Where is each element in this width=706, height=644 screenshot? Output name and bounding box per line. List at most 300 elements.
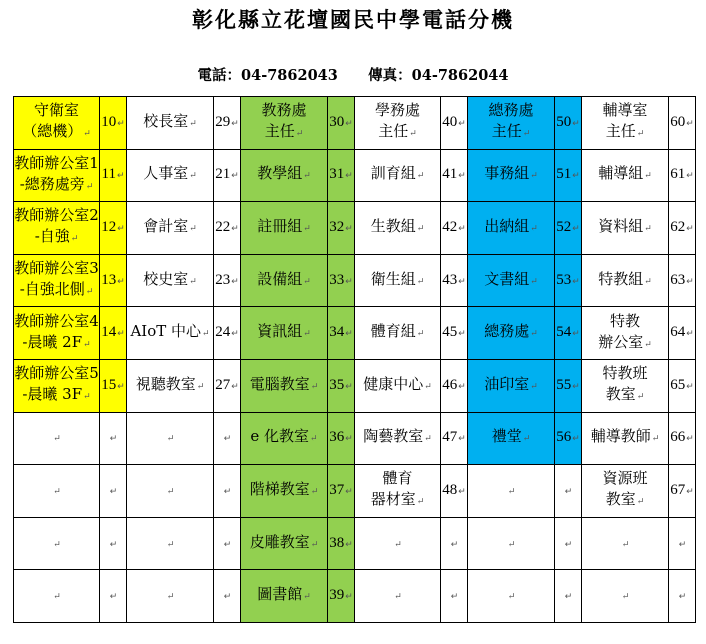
office-name: 校長室: [143, 111, 189, 130]
paragraph-mark-icon: ↵: [345, 275, 353, 286]
paragraph-mark-icon: ↵: [394, 539, 402, 550]
extension-number: 11↵: [100, 149, 127, 202]
paragraph-mark-icon: ↵: [85, 181, 94, 192]
paragraph-mark-icon: ↵: [564, 591, 573, 602]
paragraph-mark-icon: ↵: [345, 328, 353, 339]
extension-number: [555, 465, 582, 518]
office-name-cell: [127, 412, 214, 465]
paragraph-mark-icon: ↵: [678, 591, 687, 602]
office-name: 器材室: [370, 490, 416, 509]
paragraph-mark-icon: ↵: [223, 538, 232, 549]
paragraph-mark-icon: ↵: [416, 329, 425, 340]
paragraph-mark-icon: ↵: [572, 222, 580, 233]
paragraph-mark-icon: ↵: [117, 380, 125, 391]
office-name-cell: [468, 97, 555, 150]
office-name-cell: [14, 149, 100, 202]
paragraph-mark-icon: ↵: [303, 592, 311, 603]
office-name: 教師辦公室4: [14, 311, 99, 330]
paragraph-mark-icon: ↵: [53, 592, 61, 603]
extension-number: 47↵: [441, 412, 468, 465]
office-name-cell: [468, 570, 555, 623]
office-name: 輔導室: [602, 101, 648, 120]
office-name-cell: [355, 202, 441, 255]
phone-number: 電話：04-7862043: [197, 67, 338, 84]
office-name-cell: [127, 570, 214, 623]
office-name-cell: [14, 97, 100, 150]
paragraph-mark-icon: ↵: [572, 380, 580, 391]
extension-number: 61↵: [669, 149, 696, 202]
extension-number: [214, 517, 241, 570]
office-name: 體育: [382, 469, 413, 488]
paragraph-mark-icon: ↵: [416, 497, 425, 508]
paragraph-mark-icon: ↵: [507, 539, 516, 550]
office-name-cell: [14, 307, 100, 360]
paragraph-mark-icon: ↵: [564, 538, 573, 549]
paragraph-mark-icon: ↵: [530, 329, 538, 340]
office-name: 教師辦公室5: [14, 364, 99, 383]
table-row: [14, 412, 696, 465]
paragraph-mark-icon: ↵: [458, 433, 466, 444]
office-name: 事務組: [484, 164, 530, 183]
extension-number: 42↵: [441, 202, 468, 255]
extension-number: 45↵: [441, 307, 468, 360]
paragraph-mark-icon: ↵: [686, 222, 694, 233]
paragraph-mark-icon: ↵: [424, 434, 432, 445]
office-name-cell: [468, 149, 555, 202]
office-name-cell: [14, 517, 100, 570]
table-row: [14, 97, 696, 150]
table-row: [14, 202, 696, 255]
paragraph-mark-icon: ↵: [409, 129, 417, 140]
paragraph-mark-icon: ↵: [166, 486, 175, 497]
extension-number: 15↵: [100, 359, 127, 412]
office-name-cell: [468, 359, 555, 412]
office-name-cell: [582, 570, 669, 623]
office-name-cell: [468, 517, 555, 570]
office-name-cell: [582, 465, 669, 518]
extension-number: 54↵: [555, 307, 582, 360]
paragraph-mark-icon: ↵: [458, 117, 466, 128]
office-name: -總務處旁: [19, 174, 85, 193]
extension-number: 39↵: [328, 570, 355, 623]
paragraph-mark-icon: ↵: [109, 485, 118, 496]
extension-number: 60↵: [669, 97, 696, 150]
office-name-cell: [14, 465, 100, 518]
extension-number: 10↵: [100, 97, 127, 150]
office-name-cell: [127, 97, 214, 150]
office-name: 教室: [605, 490, 636, 509]
extension-number: 65↵: [669, 359, 696, 412]
paragraph-mark-icon: ↵: [686, 433, 694, 444]
office-name-cell: [14, 359, 100, 412]
paragraph-mark-icon: ↵: [117, 222, 125, 233]
extension-number: 66↵: [669, 412, 696, 465]
office-name-cell: [468, 307, 555, 360]
table-row: [14, 517, 696, 570]
office-name: 人事室: [143, 164, 189, 183]
office-name-cell: [355, 254, 441, 307]
extension-number: 24↵: [214, 307, 241, 360]
paragraph-mark-icon: ↵: [345, 538, 353, 549]
table-row: [14, 149, 696, 202]
paragraph-mark-icon: ↵: [189, 171, 197, 182]
extension-number: [669, 570, 696, 623]
paragraph-mark-icon: ↵: [530, 223, 538, 234]
paragraph-mark-icon: ↵: [231, 275, 239, 286]
paragraph-mark-icon: ↵: [231, 380, 239, 391]
office-name-cell: [127, 202, 214, 255]
office-name: 健康中心: [363, 374, 424, 393]
paragraph-mark-icon: ↵: [310, 486, 319, 497]
paragraph-mark-icon: ↵: [53, 486, 61, 497]
extension-number: 27↵: [214, 359, 241, 412]
office-name-cell: [127, 359, 214, 412]
office-name: 教師辦公室2: [14, 206, 99, 225]
office-name: -晨曦 3F: [22, 385, 83, 404]
paragraph-mark-icon: ↵: [507, 592, 516, 603]
paragraph-mark-icon: ↵: [231, 117, 239, 128]
extension-number: 53↵: [555, 254, 582, 307]
extension-number: 52↵: [555, 202, 582, 255]
extension-number: 33↵: [328, 254, 355, 307]
extension-number: 22↵: [214, 202, 241, 255]
office-name-cell: [241, 202, 328, 255]
office-name-cell: [468, 254, 555, 307]
extension-number: 21↵: [214, 149, 241, 202]
office-name: 註冊組: [257, 216, 303, 235]
paragraph-mark-icon: ↵: [223, 591, 232, 602]
paragraph-mark-icon: ↵: [572, 275, 580, 286]
extension-number: [214, 465, 241, 518]
office-name-cell: [14, 202, 100, 255]
office-name: 主任: [491, 122, 522, 141]
paragraph-mark-icon: ↵: [678, 538, 687, 549]
paragraph-mark-icon: ↵: [458, 328, 466, 339]
paragraph-mark-icon: ↵: [450, 591, 459, 602]
office-name: 衛生組: [370, 269, 416, 288]
paragraph-mark-icon: ↵: [231, 328, 239, 339]
table-row: [14, 570, 696, 623]
office-name: 油印室: [484, 374, 530, 393]
extension-number: 12↵: [100, 202, 127, 255]
paragraph-mark-icon: ↵: [458, 222, 466, 233]
paragraph-mark-icon: ↵: [310, 434, 318, 445]
paragraph-mark-icon: ↵: [116, 170, 125, 181]
office-name-cell: [355, 517, 441, 570]
office-name: 生教組: [370, 216, 416, 235]
office-name-cell: [355, 570, 441, 623]
paragraph-mark-icon: ↵: [310, 539, 319, 550]
paragraph-mark-icon: ↵: [416, 171, 425, 182]
extension-number: 63↵: [669, 254, 696, 307]
office-name-cell: [241, 97, 328, 150]
office-name-cell: [127, 307, 214, 360]
paragraph-mark-icon: ↵: [166, 539, 175, 550]
paragraph-mark-icon: ↵: [530, 381, 538, 392]
office-name-cell: [14, 254, 100, 307]
office-name: e 化教室: [250, 427, 310, 446]
office-name-cell: [241, 254, 328, 307]
paragraph-mark-icon: ↵: [345, 380, 353, 391]
office-name-cell: [241, 149, 328, 202]
paragraph-mark-icon: ↵: [196, 381, 205, 392]
extension-number: 40↵: [441, 97, 468, 150]
paragraph-mark-icon: ↵: [83, 339, 91, 350]
paragraph-mark-icon: ↵: [424, 381, 432, 392]
extension-number: 56↵: [555, 412, 582, 465]
office-name: -自強北側: [19, 280, 85, 299]
extension-number: 35↵: [328, 359, 355, 412]
table-row: [14, 254, 696, 307]
office-name: 特教: [609, 311, 640, 330]
extension-number: [214, 570, 241, 623]
paragraph-mark-icon: ↵: [295, 129, 304, 140]
paragraph-mark-icon: ↵: [109, 538, 118, 549]
paragraph-mark-icon: ↵: [166, 592, 175, 603]
office-name: 資料組: [598, 216, 644, 235]
extension-number: [100, 465, 127, 518]
office-name-cell: [468, 465, 555, 518]
paragraph-mark-icon: ↵: [303, 171, 311, 182]
paragraph-mark-icon: ↵: [109, 433, 118, 444]
paragraph-mark-icon: ↵: [83, 129, 91, 140]
office-name-cell: [355, 465, 441, 518]
paragraph-mark-icon: ↵: [310, 381, 319, 392]
office-name: 總務處: [488, 101, 534, 120]
extension-number: 41↵: [441, 149, 468, 202]
paragraph-mark-icon: ↵: [117, 117, 125, 128]
paragraph-mark-icon: ↵: [686, 380, 694, 391]
extension-number: 37↵: [328, 465, 355, 518]
extension-number: 62↵: [669, 202, 696, 255]
office-name-cell: [582, 254, 669, 307]
extension-number: [555, 517, 582, 570]
paragraph-mark-icon: ↵: [109, 591, 118, 602]
office-name: 學務處: [374, 101, 420, 120]
table-row: [14, 307, 696, 360]
paragraph-mark-icon: ↵: [644, 276, 652, 287]
extension-number: 36↵: [328, 412, 355, 465]
office-name-cell: [127, 517, 214, 570]
contact-line: [0, 64, 706, 85]
paragraph-mark-icon: ↵: [522, 129, 531, 140]
office-name: 資訊組: [257, 322, 303, 341]
paragraph-mark-icon: ↵: [572, 117, 580, 128]
paragraph-mark-icon: ↵: [507, 486, 516, 497]
office-name: 出納組: [484, 216, 530, 235]
office-name-cell: [582, 202, 669, 255]
paragraph-mark-icon: ↵: [572, 433, 580, 444]
paragraph-mark-icon: ↵: [522, 434, 531, 445]
office-name: 教師辦公室1: [14, 153, 99, 172]
paragraph-mark-icon: ↵: [458, 170, 466, 181]
office-name: 特教組: [598, 269, 644, 288]
paragraph-mark-icon: ↵: [231, 170, 239, 181]
extension-number: [441, 517, 468, 570]
office-name: 視聽教室: [135, 374, 196, 393]
office-name-cell: [241, 359, 328, 412]
paragraph-mark-icon: ↵: [189, 223, 197, 234]
extension-number: 55↵: [555, 359, 582, 412]
paragraph-mark-icon: ↵: [53, 434, 61, 445]
extension-number: 38↵: [328, 517, 355, 570]
office-name-cell: [241, 570, 328, 623]
extension-number: [669, 517, 696, 570]
office-name: 文書組: [484, 269, 530, 288]
office-name: 總務處: [484, 322, 530, 341]
office-name: 體育組: [370, 322, 416, 341]
office-name: 主任: [264, 122, 295, 141]
paragraph-mark-icon: ↵: [223, 485, 232, 496]
office-name: 陶藝教室: [363, 427, 424, 446]
office-name: 教學組: [257, 164, 303, 183]
page-title: 彰化縣立花壇國民中學電話分機: [192, 7, 514, 32]
paragraph-mark-icon: ↵: [202, 329, 210, 340]
extension-number: 30↵: [328, 97, 355, 150]
office-name-cell: [582, 412, 669, 465]
office-name: 電腦教室: [249, 374, 310, 393]
office-name: 禮堂: [491, 427, 522, 446]
office-name-cell: [468, 202, 555, 255]
table-row: [14, 359, 696, 412]
paragraph-mark-icon: ↵: [450, 538, 459, 549]
paragraph-mark-icon: ↵: [231, 222, 239, 233]
extension-number: 50↵: [555, 97, 582, 150]
paragraph-mark-icon: ↵: [686, 485, 694, 496]
office-name-cell: [241, 307, 328, 360]
table-row: [14, 465, 696, 518]
paragraph-mark-icon: ↵: [345, 433, 353, 444]
paragraph-mark-icon: ↵: [117, 275, 125, 286]
paragraph-mark-icon: ↵: [621, 539, 630, 550]
paragraph-mark-icon: ↵: [636, 129, 645, 140]
office-name: 辦公室: [598, 332, 644, 351]
extension-number: 64↵: [669, 307, 696, 360]
paragraph-mark-icon: ↵: [53, 539, 61, 550]
office-name-cell: [582, 517, 669, 570]
paragraph-mark-icon: ↵: [458, 275, 466, 286]
office-name: -晨曦 2F: [22, 332, 83, 351]
office-name-cell: [468, 412, 555, 465]
paragraph-mark-icon: ↵: [345, 170, 353, 181]
extension-number: [555, 570, 582, 623]
paragraph-mark-icon: ↵: [686, 328, 694, 339]
paragraph-mark-icon: ↵: [303, 276, 311, 287]
extension-number: 51↵: [555, 149, 582, 202]
extension-number: 13↵: [100, 254, 127, 307]
paragraph-mark-icon: ↵: [117, 328, 125, 339]
office-name: -自強: [34, 227, 70, 246]
office-name: 主任: [605, 122, 636, 141]
office-name-cell: [582, 149, 669, 202]
paragraph-mark-icon: ↵: [458, 380, 466, 391]
paragraph-mark-icon: ↵: [644, 339, 652, 350]
extension-number: [441, 570, 468, 623]
office-name: 校史室: [143, 269, 189, 288]
extension-number: [100, 570, 127, 623]
paragraph-mark-icon: ↵: [636, 392, 645, 403]
paragraph-mark-icon: ↵: [85, 287, 94, 298]
paragraph-mark-icon: ↵: [416, 276, 425, 287]
extension-number: 46↵: [441, 359, 468, 412]
paragraph-mark-icon: ↵: [572, 328, 580, 339]
office-name: 階梯教室: [249, 479, 310, 498]
office-name: 訓育組: [370, 164, 416, 183]
paragraph-mark-icon: ↵: [644, 223, 652, 234]
office-name: （總機）: [22, 122, 83, 141]
paragraph-mark-icon: ↵: [651, 434, 660, 445]
extension-number: 14↵: [100, 307, 127, 360]
office-name: 教師辦公室3: [14, 259, 99, 278]
office-name-cell: [241, 412, 328, 465]
office-name-cell: [355, 149, 441, 202]
office-name-cell: [241, 517, 328, 570]
office-name: AIoT 中心: [130, 322, 201, 341]
paragraph-mark-icon: ↵: [636, 497, 645, 508]
office-name: 主任: [378, 122, 409, 141]
extension-number: 48↵: [441, 465, 468, 518]
office-name: 特教班: [602, 364, 648, 383]
office-name: 資源班: [602, 469, 648, 488]
extension-number: 34↵: [328, 307, 355, 360]
paragraph-mark-icon: ↵: [345, 485, 353, 496]
paragraph-mark-icon: ↵: [303, 329, 311, 340]
paragraph-mark-icon: ↵: [686, 275, 694, 286]
paragraph-mark-icon: ↵: [303, 223, 311, 234]
paragraph-mark-icon: ↵: [530, 171, 538, 182]
extension-number: 32↵: [328, 202, 355, 255]
office-name-cell: [582, 307, 669, 360]
extension-table: [13, 96, 696, 623]
paragraph-mark-icon: ↵: [686, 117, 694, 128]
extension-number: [100, 517, 127, 570]
office-name-cell: [14, 570, 100, 623]
office-name-cell: [241, 465, 328, 518]
office-name-cell: [127, 465, 214, 518]
extension-number: [214, 412, 241, 465]
paragraph-mark-icon: ↵: [345, 591, 353, 602]
paragraph-mark-icon: ↵: [621, 592, 630, 603]
paragraph-mark-icon: ↵: [189, 118, 197, 129]
office-name: 守衛室: [33, 101, 79, 120]
paragraph-mark-icon: ↵: [416, 223, 425, 234]
office-name-cell: [355, 307, 441, 360]
office-name-cell: [14, 412, 100, 465]
office-name-cell: [355, 97, 441, 150]
extension-number: 31↵: [328, 149, 355, 202]
office-name-cell: [582, 359, 669, 412]
extension-number: 23↵: [214, 254, 241, 307]
paragraph-mark-icon: ↵: [458, 485, 466, 496]
paragraph-mark-icon: ↵: [686, 170, 694, 181]
office-name: 輔導組: [598, 164, 644, 183]
office-name-cell: [127, 254, 214, 307]
paragraph-mark-icon: ↵: [572, 170, 580, 181]
office-name-cell: [127, 149, 214, 202]
paragraph-mark-icon: ↵: [189, 276, 197, 287]
paragraph-mark-icon: ↵: [564, 485, 573, 496]
office-name-cell: [355, 359, 441, 412]
office-name: 皮雕教室: [249, 532, 310, 551]
paragraph-mark-icon: ↵: [644, 171, 652, 182]
fax-number: 傳真：04-7862044: [368, 67, 509, 84]
paragraph-mark-icon: ↵: [394, 592, 402, 603]
paragraph-mark-icon: ↵: [223, 433, 232, 444]
extension-number: [100, 412, 127, 465]
office-name: 設備組: [257, 269, 303, 288]
paragraph-mark-icon: ↵: [83, 392, 91, 403]
extension-number: 67↵: [669, 465, 696, 518]
